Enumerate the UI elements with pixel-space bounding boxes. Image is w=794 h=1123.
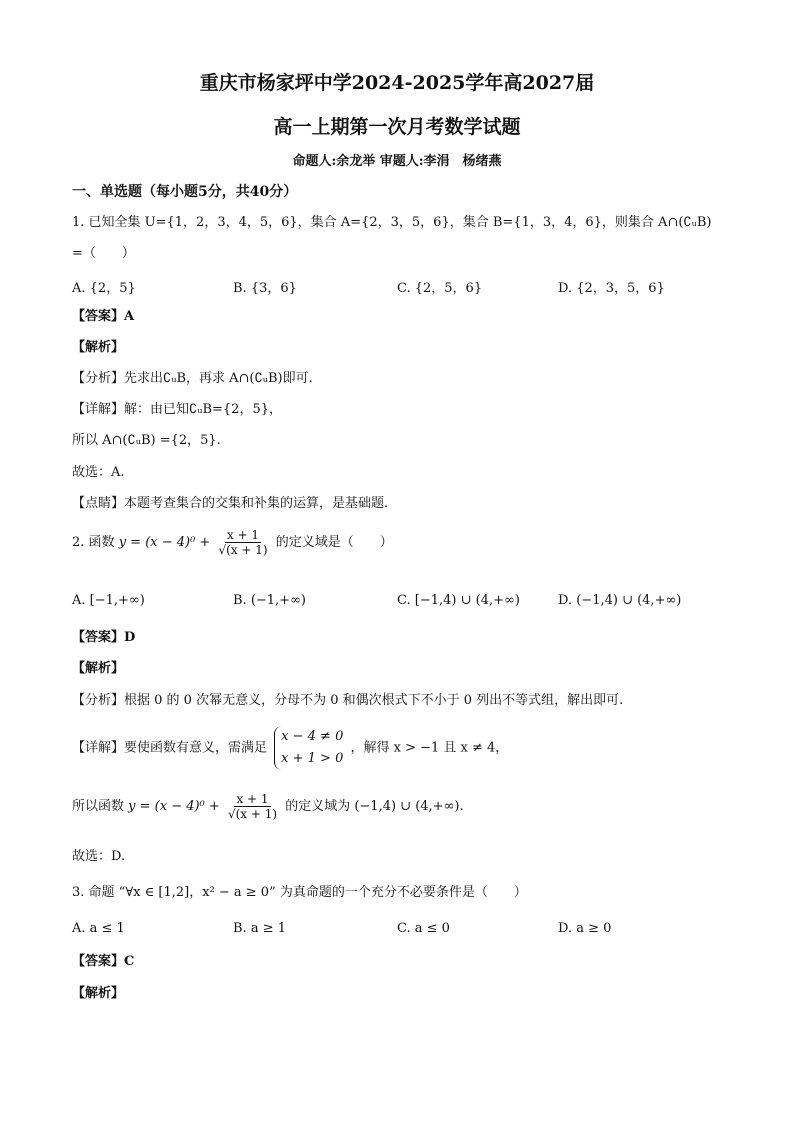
q2-stem xyxy=(72,528,393,558)
q2-stem-prefix: 2. 函数 xyxy=(72,535,115,550)
q2-inequality-system xyxy=(274,726,343,770)
q2-conclusion xyxy=(72,792,464,822)
q2-answer: 【答案】D xyxy=(72,630,136,645)
q3-stem: 3. 命题 “∀x ∈ [1,2]，x² − a ≥ 0” 为真命题的一个充分不必要条件是（ ） xyxy=(72,885,527,900)
q2-so-fraction xyxy=(226,792,279,821)
doc-subtitle: 高一上期第一次月考数学试题 xyxy=(273,116,521,138)
q2-fraction-denominator: √(x + 1) xyxy=(218,543,268,557)
q3-option-b: B. a ≥ 1 xyxy=(233,921,286,936)
q1-choice: 故选：A. xyxy=(72,465,125,480)
q1-fenxi: 【分析】先求出∁ᵤB，再求 A∩(∁ᵤB)即可. xyxy=(72,371,313,386)
q2-so-expr: y = (x − 4)⁰ + xyxy=(128,799,220,814)
q2-xiangjie-prefix: 【详解】要使函数有意义，需满足 xyxy=(72,740,268,756)
q1-answer: 【答案】A xyxy=(72,309,135,324)
q3-answer: 【答案】C xyxy=(72,954,135,969)
q1-conclusion: 所以 A∩(∁ᵤB) ={2，5}. xyxy=(72,433,221,448)
doc-authors: 命题人:余龙举 审题人:李涓 杨绪燕 xyxy=(292,154,502,169)
q3-analysis-label: 【解析】 xyxy=(72,986,125,1001)
q3-option-c: C. a ≤ 0 xyxy=(397,921,450,936)
q2-choice: 故选：D. xyxy=(72,849,126,864)
q3-option-d: D. a ≥ 0 xyxy=(558,921,612,936)
q2-option-c: C. [−1,4) ∪ (4,+∞) xyxy=(397,593,520,608)
q2-analysis-label: 【解析】 xyxy=(72,661,125,676)
q1-option-d: D. {2，3，5，6} xyxy=(558,281,665,296)
q2-fraction xyxy=(216,528,269,557)
q2-so-fraction-denominator: √(x + 1) xyxy=(227,807,278,821)
q2-so-suffix: 的定义域为 (−1,4) ∪ (4,+∞). xyxy=(285,799,464,814)
q2-xiangjie-suffix: ，解得 x > −1 且 x ≠ 4， xyxy=(350,740,509,756)
q2-function-expr: y = (x − 4)⁰ + xyxy=(118,535,211,550)
q2-inequality-1: x − 4 ≠ 0 xyxy=(281,729,344,744)
q2-xiangjie xyxy=(72,726,508,770)
q2-so-prefix: 所以函数 xyxy=(72,799,125,814)
q1-option-c: C. {2，5，6} xyxy=(397,281,483,296)
q1-stem-line1: 1. 已知全集 U={1，2，3，4，5，6}，集合 A={2，3，5，6}，集合 B={1，3，4，6}，则集合 A∩(∁ᵤB) xyxy=(72,215,712,230)
q2-option-d: D. (−1,4) ∪ (4,+∞) xyxy=(558,593,682,608)
q2-fraction-numerator: x + 1 xyxy=(226,528,260,542)
q2-option-a: A. [−1,+∞) xyxy=(72,593,145,608)
q1-dianjing: 【点睛】本题考查集合的交集和补集的运算，是基础题. xyxy=(72,496,389,511)
q2-fenxi: 【分析】根据 0 的 0 次幂无意义，分母不为 0 和偶次根式下不小于 0 列出不等式组，解出即可. xyxy=(72,693,624,708)
q1-stem-line2: =（ ） xyxy=(72,246,135,261)
q1-xiangjie: 【详解】解：由已知∁ᵤB={2，5}， xyxy=(72,402,282,417)
q2-inequality-2: x + 1 > 0 xyxy=(281,751,344,766)
q1-option-b: B. {3，6} xyxy=(233,281,297,296)
q2-so-fraction-numerator: x + 1 xyxy=(236,792,269,806)
q3-option-a: A. a ≤ 1 xyxy=(72,921,125,936)
q2-option-b: B. (−1,+∞) xyxy=(233,593,306,608)
q1-option-a: A. {2，5} xyxy=(72,281,136,296)
section-heading: 一、单选题（每小题5分，共40分） xyxy=(72,184,298,200)
doc-title: 重庆市杨家坪中学2024-2025学年高2027届 xyxy=(199,72,595,94)
q2-stem-suffix: 的定义域是（ ） xyxy=(275,535,393,550)
q1-analysis-label: 【解析】 xyxy=(72,340,125,355)
